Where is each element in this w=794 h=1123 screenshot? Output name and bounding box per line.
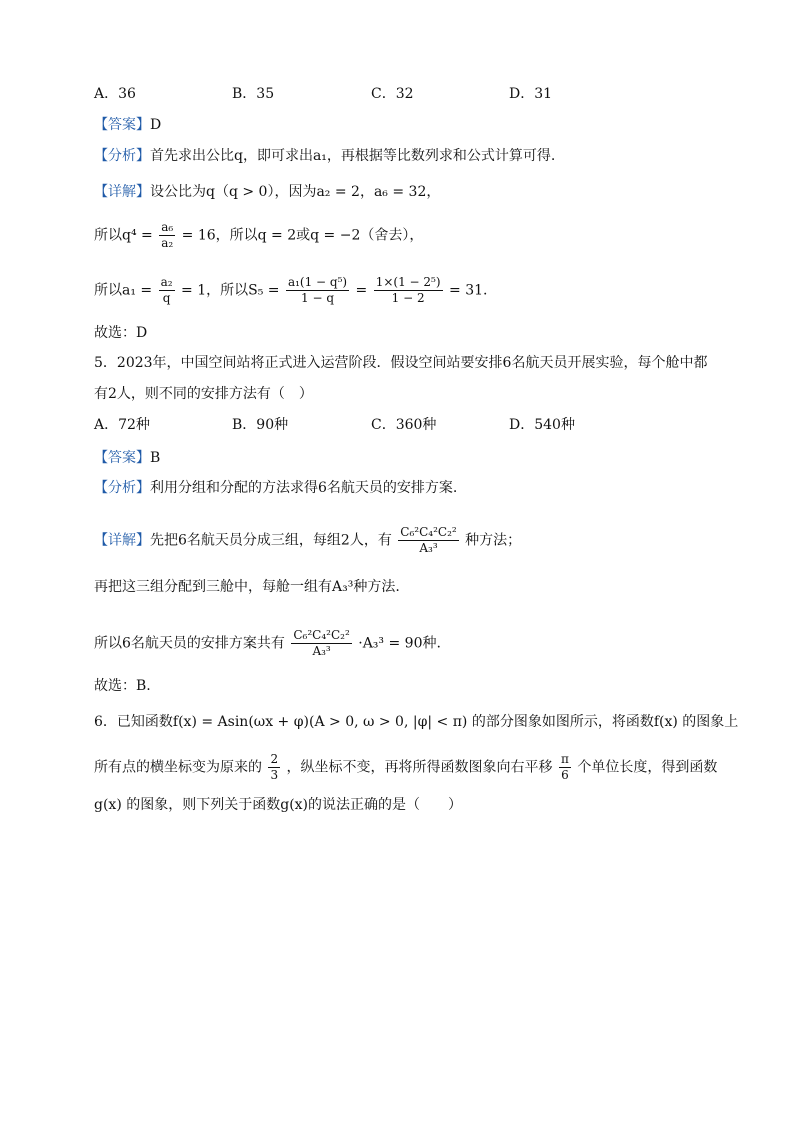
q5-analysis — [94, 478, 457, 498]
analysis-tag: 【分析】 — [94, 148, 150, 164]
analysis-text: 利用分组和分配的方法求得6名航天员的安排方案. — [150, 480, 458, 496]
fraction-numerator: 1×(1 − 2⁵) — [375, 275, 441, 289]
text-segment: = 31. — [449, 282, 488, 299]
text-segment: 所以6名航天员的安排方案共有 — [94, 635, 285, 652]
q5-option-a: A．72种 — [94, 417, 150, 433]
q4-option-b: B．35 — [232, 86, 275, 102]
text-segment: = 16，所以q = 2或q = −2（舍去）， — [181, 227, 424, 244]
q5-detail-line2: 再把这三组分配到三舱中，每舱一组有A₃³种方法. — [94, 579, 400, 595]
answer-text: B — [150, 450, 161, 466]
q4-detail-line2 — [94, 220, 423, 251]
q4-option-a: A．36 — [94, 86, 136, 102]
q6-stem-line2 — [94, 752, 717, 783]
analysis-text: 首先求出公比q，即可求出a₁，再根据等比数列求和公式计算可得. — [150, 148, 556, 164]
q4-detail-line1 — [94, 182, 440, 202]
fraction — [559, 752, 571, 783]
text-segment: 所以a₁ = — [94, 282, 153, 299]
fraction-numerator: C₆²C₄²C₂² — [293, 628, 350, 642]
text-segment: = 1，所以S₅ = — [181, 282, 280, 299]
answer-tag: 【答案】 — [94, 117, 150, 133]
fraction-denominator: 3 — [270, 768, 279, 782]
detail-tag: 【详解】 — [94, 532, 150, 549]
fraction — [398, 525, 458, 556]
q5-option-c: C．360种 — [371, 417, 437, 433]
fraction-numerator: 2 — [270, 752, 279, 766]
fraction-numerator: π — [561, 752, 569, 766]
q6-stem-line3: g(x) 的图象，则下列关于函数g(x)的说法正确的是（ ） — [94, 797, 463, 813]
text-segment: 种方法； — [465, 532, 522, 549]
fraction — [286, 275, 349, 306]
fraction-numerator: a₂ — [160, 275, 173, 289]
text-segment: 个单位长度，得到函数 — [577, 759, 718, 776]
fraction-denominator: A₃³ — [312, 644, 331, 658]
fraction — [374, 275, 443, 306]
text-segment: ·A₃³ = 90种. — [358, 635, 441, 652]
text-segment: 所以q⁴ = — [94, 227, 153, 244]
q4-detail-line3 — [94, 275, 487, 306]
text-segment: 所有点的横坐标变为原来的 — [94, 759, 262, 776]
q6-stem-line1: 6．已知函数f(x) = Asin(ωx + φ)(A > 0, ω > 0, |φ| < π) 的部分图象如图所示，将函数f(x) 的图象上 — [94, 714, 739, 730]
detail-text: 设公比为q（q > 0），因为a₂ = 2，a₆ = 32， — [150, 184, 441, 200]
q5-option-b: B．90种 — [232, 417, 289, 433]
answer-text: D — [150, 117, 162, 133]
fraction-denominator: q — [162, 291, 171, 305]
q4-conclusion: 故选：D — [94, 325, 148, 341]
q4-analysis — [94, 146, 555, 166]
analysis-tag: 【分析】 — [94, 480, 150, 496]
q5-answer — [94, 448, 160, 468]
text-segment: ，纵坐标不变，再将所得函数图象向右平移 — [286, 759, 553, 776]
fraction — [159, 275, 175, 306]
q4-option-c: C．32 — [371, 86, 414, 102]
answer-tag: 【答案】 — [94, 450, 150, 466]
q5-detail-line3 — [94, 628, 441, 659]
text-segment: 先把6名航天员分成三组，每组2人，有 — [150, 532, 392, 549]
fraction-denominator: A₃³ — [419, 541, 438, 555]
q5-stem-line1: 5．2023年，中国空间站将正式进入运营阶段．假设空间站要安排6名航天员开展实验，每个舱中都 — [94, 355, 708, 371]
fraction-denominator: 1 − q — [301, 291, 335, 305]
fraction-denominator: 1 − 2 — [391, 291, 425, 305]
fraction-denominator: 6 — [561, 768, 569, 782]
q5-conclusion: 故选：B. — [94, 678, 151, 694]
fraction-numerator: a₆ — [161, 220, 174, 234]
q5-stem-line2: 有2人，则不同的安排方法有（ ） — [94, 386, 313, 402]
fraction-numerator: C₆²C₄²C₂² — [400, 525, 457, 539]
q5-detail-line1 — [94, 525, 521, 556]
text-segment: = — [355, 282, 368, 299]
fraction — [159, 220, 175, 251]
q5-option-d: D．540种 — [509, 417, 575, 433]
fraction — [268, 752, 280, 783]
detail-tag: 【详解】 — [94, 184, 150, 200]
fraction-numerator: a₁(1 − q⁵) — [287, 275, 348, 289]
fraction — [291, 628, 351, 659]
q4-answer — [94, 115, 161, 135]
fraction-denominator: a₂ — [161, 236, 174, 250]
q4-option-d: D．31 — [509, 86, 553, 102]
